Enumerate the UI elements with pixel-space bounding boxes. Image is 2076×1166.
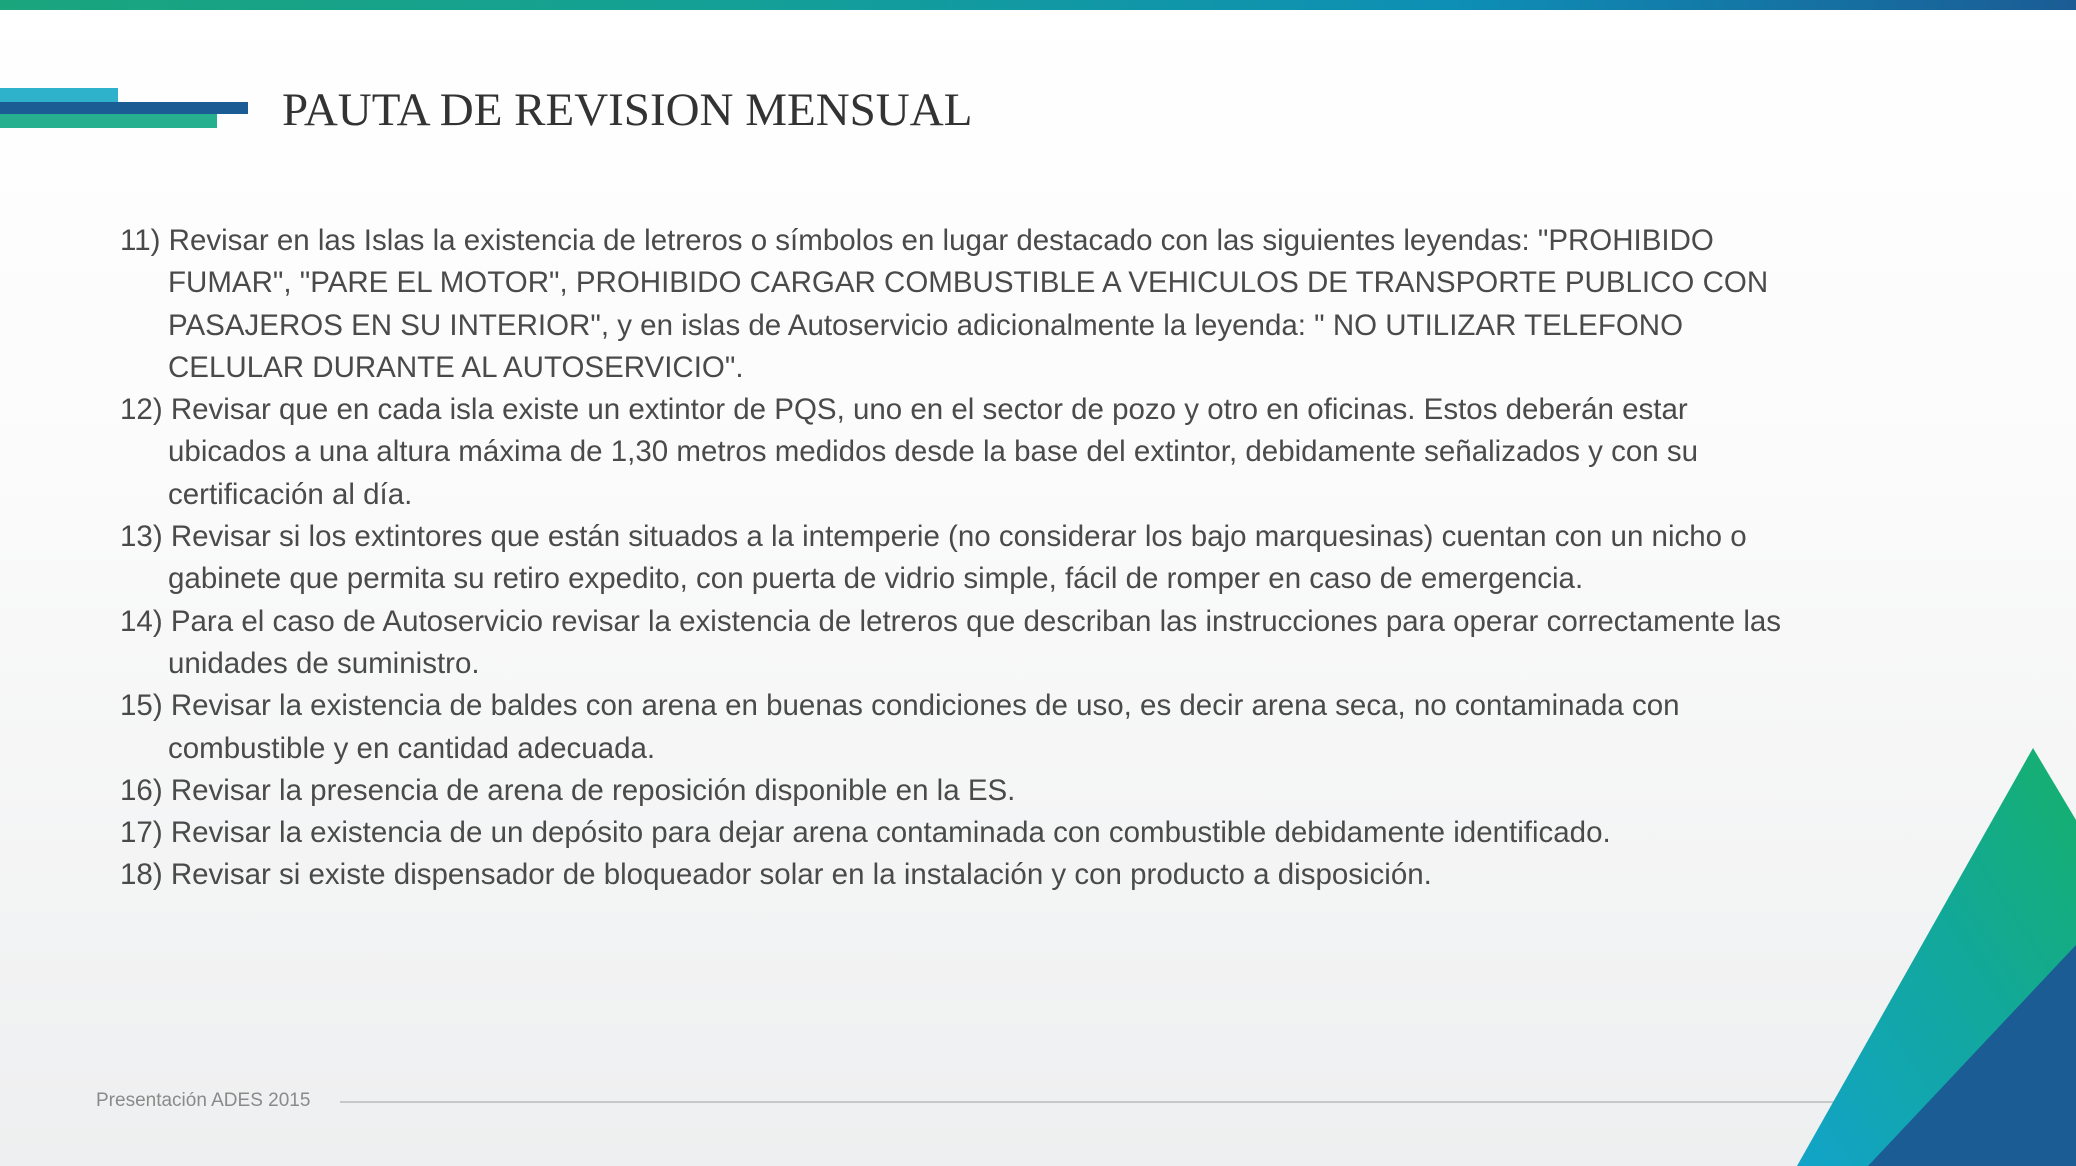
list-item-11: 11) Revisar en las Islas la existencia de letreros o símbolos en lugar destacado con las siguientes leyendas: "PROHIBIDO FUMAR", "PARE EL MOTOR", PROHIBIDO CARGAR COMBUSTIBLE A VEHICULOS DE TRANSPORTE PUBLICO CON PASAJEROS EN SU INTERIOR", y en islas de Autoservicio adicionalmente la leyenda: " NO UTILIZAR TELEFONO CELULAR DURANTE AL AUTOSERVICIO". xyxy=(120,224,1769,384)
accent-bar-green xyxy=(0,114,217,128)
list-item-17: 17) Revisar la existencia de un depósito para dejar arena contaminada con combustible debidamente identificado. xyxy=(120,816,1611,850)
list-item-12: 12) Revisar que en cada isla existe un extintor de PQS, uno en el sector de pozo y otro en oficinas. Estos deberán estar ubicados a una altura máxima de 1,30 metros medidos desde la base del extintor, debidamente señalizados y con su certificación al día. xyxy=(120,393,1699,511)
title-accent-bars xyxy=(0,88,250,130)
footer-divider xyxy=(340,1101,1870,1103)
top-gradient-bar xyxy=(0,0,2076,10)
corner-triangle-dark xyxy=(1868,945,2076,1166)
checklist xyxy=(120,220,1800,897)
accent-bar-navy xyxy=(0,102,248,114)
corner-triangle-light xyxy=(1797,748,2076,1166)
list-item-15: 15) Revisar la existencia de baldes con arena en buenas condiciones de uso, es decir arena seca, no contaminada con combustible y en cantidad adecuada. xyxy=(120,689,1680,765)
accent-bar-teal xyxy=(0,88,118,102)
list-item-13: 13) Revisar si los extintores que están situados a la intemperie (no considerar los bajo marquesinas) cuentan con un nicho o gabinete que permita su retiro expedito, con puerta de vidrio simple, fácil de romper en caso de emergencia. xyxy=(120,520,1747,596)
list-item-14: 14) Para el caso de Autoservicio revisar la existencia de letreros que describan las instrucciones para operar correctamente las unidades de suministro. xyxy=(120,604,1782,680)
footer-label: Presentación ADES 2015 xyxy=(96,1090,311,1111)
page-title: PAUTA DE REVISION MENSUAL xyxy=(282,84,973,136)
list-item-16: 16) Revisar la presencia de arena de reposición disponible en la ES. xyxy=(120,773,1016,807)
list-item-18: 18) Revisar si existe dispensador de bloqueador solar en la instalación y con producto a disposición. xyxy=(120,858,1432,892)
